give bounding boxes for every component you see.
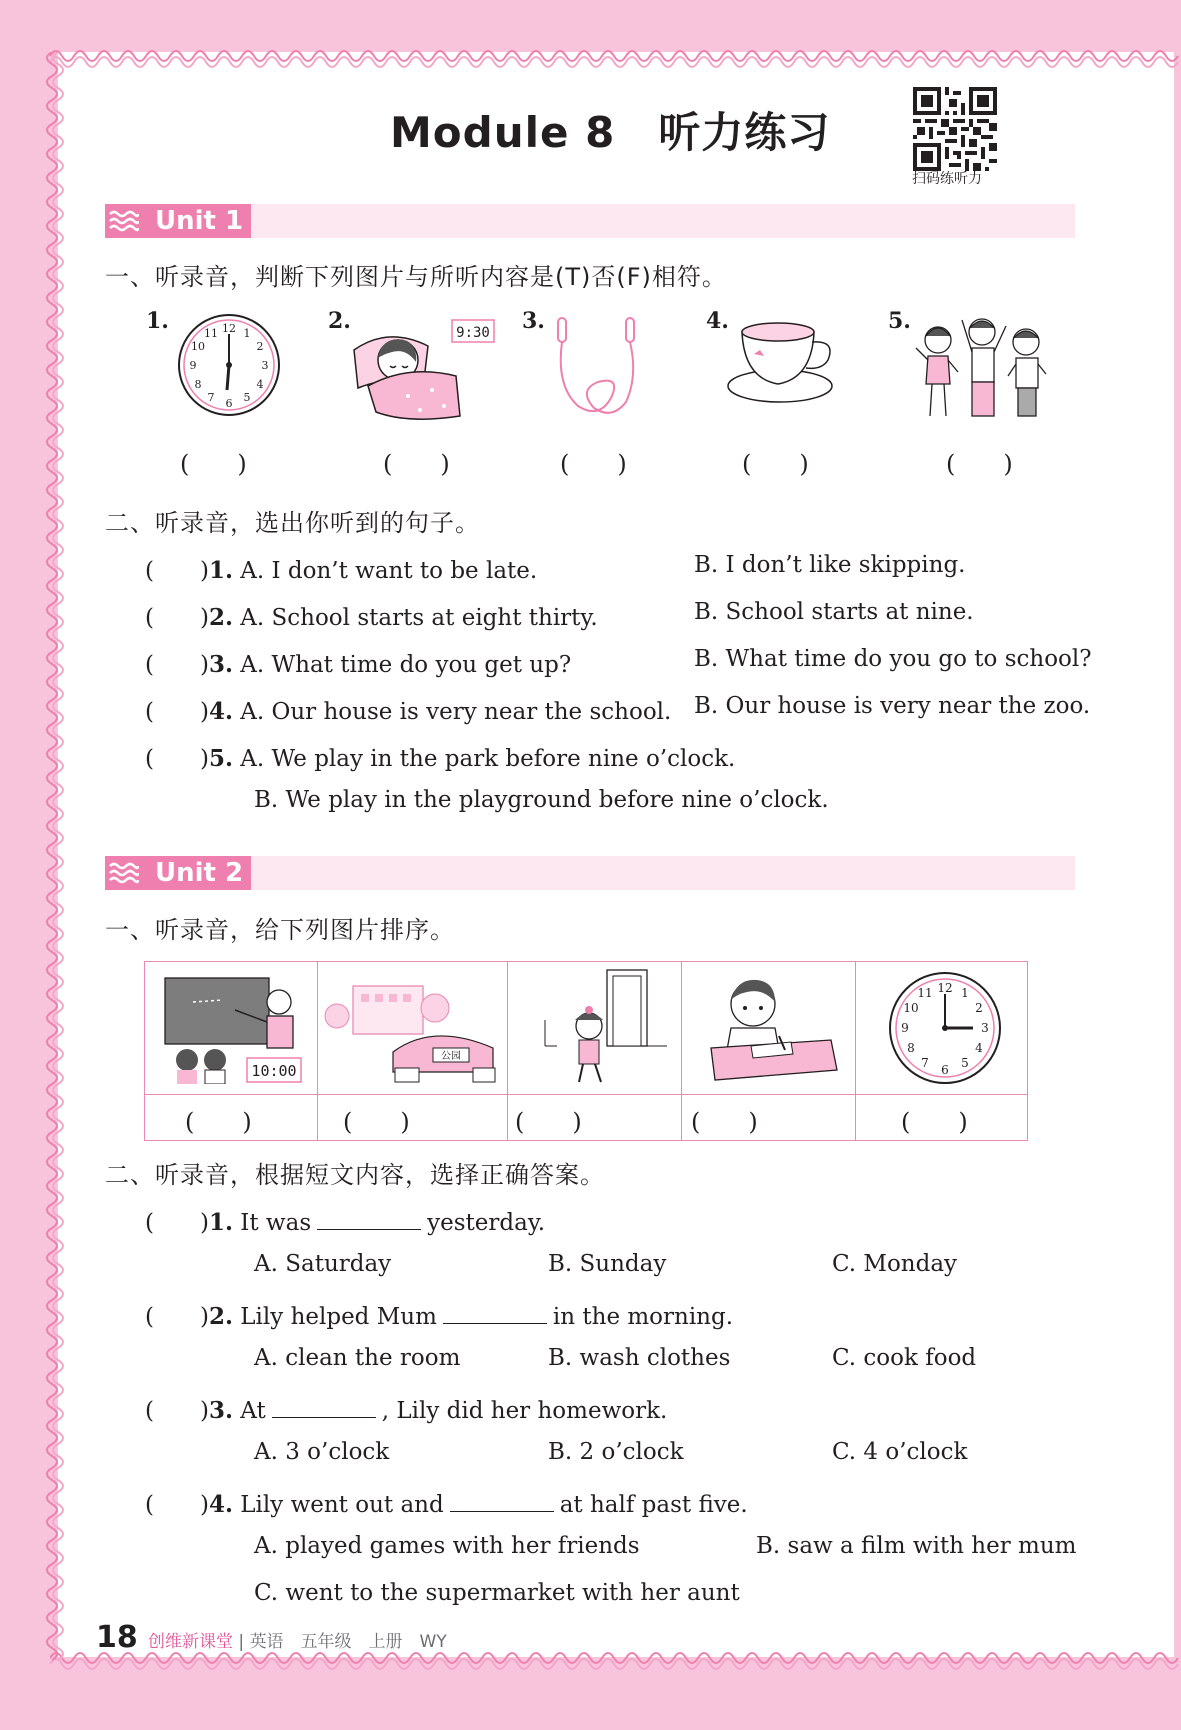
svg-text:10: 10 — [191, 340, 205, 353]
footer-info: 创维新课堂 | 英语 五年级 上册 WY — [148, 1632, 447, 1652]
stem-pre: Lily went out and — [240, 1492, 444, 1518]
stem-post: , Lily did her homework. — [381, 1398, 668, 1424]
qr-code-icon[interactable] — [913, 87, 997, 171]
svg-text:11: 11 — [917, 986, 933, 1000]
svg-text:1: 1 — [243, 327, 251, 340]
svg-text:10: 10 — [903, 1001, 919, 1015]
svg-text:3: 3 — [981, 1021, 989, 1035]
u2p2-item-1-opt-b: B. Sunday — [548, 1251, 667, 1277]
u1p2-item-4-b: B. Our house is very near the zoo. — [694, 693, 1091, 719]
u2p1-cell-3-paren[interactable]: ( ) — [515, 1108, 582, 1136]
option-a: A. School starts at eight thirty. — [240, 605, 598, 631]
u2p2-item-4-opt-b: B. saw a film with her mum — [756, 1533, 1077, 1559]
u1p2-item-3-b: B. What time do you go to school? — [694, 646, 1092, 672]
unit2-label: Unit 2 — [155, 858, 244, 888]
answer-blank[interactable] — [272, 1397, 376, 1418]
stem-post: at half past five. — [559, 1492, 748, 1518]
answer-paren[interactable]: ( ) — [145, 746, 209, 772]
svg-text:6: 6 — [225, 397, 233, 410]
children-exercising-icon — [910, 312, 1050, 424]
u1p1-item-5-num: 5. — [888, 308, 911, 334]
u1p2-item-1-b: B. I don’t like skipping. — [694, 552, 966, 578]
item-number: 1. — [208, 557, 233, 584]
svg-text:9: 9 — [901, 1021, 909, 1035]
svg-text:7: 7 — [921, 1056, 929, 1070]
svg-text:8: 8 — [907, 1041, 915, 1055]
unit1-part2-heading: 二、听录音，选出你听到的句子。 — [105, 509, 480, 537]
u1p1-item-2-num: 2. — [328, 308, 351, 334]
u1p1-item-5-paren[interactable]: ( ) — [946, 450, 1013, 478]
stem-pre: Lily helped Mum — [240, 1304, 437, 1330]
svg-text:4: 4 — [256, 378, 264, 391]
stem-post: yesterday. — [427, 1210, 546, 1236]
answer-paren[interactable]: ( ) — [145, 699, 209, 725]
svg-text:6: 6 — [941, 1063, 949, 1077]
girl-sleeping-icon — [348, 316, 496, 426]
svg-text:7: 7 — [207, 391, 215, 404]
park-sign-text: 公园 — [441, 1051, 461, 1062]
page-title: Module 8 听力练习 — [390, 108, 831, 157]
book-info: 英语 五年级 上册 WY — [249, 1632, 447, 1652]
svg-text:2: 2 — [975, 1001, 983, 1015]
answer-paren[interactable]: ( ) — [145, 558, 209, 584]
stem-post: in the morning. — [552, 1304, 734, 1330]
ordering-picture-grid — [144, 961, 1028, 1141]
svg-text:1: 1 — [961, 986, 969, 1000]
item-number: 2. — [208, 1303, 233, 1330]
wave-border-top — [50, 44, 1180, 68]
unit1-part1-heading: 一、听录音，判断下列图片与所听内容是(T)否(F)相符。 — [105, 263, 727, 291]
u1p2-item-5-b: B. We play in the playground before nine o’clock. — [254, 787, 829, 813]
u2p2-item-2-opt-c: C. cook food — [832, 1345, 977, 1371]
svg-text:5: 5 — [961, 1056, 969, 1070]
answer-paren[interactable]: ( ) — [145, 1492, 209, 1518]
u1p2-item-4 — [145, 693, 671, 726]
option-a: A. Our house is very near the school. — [240, 699, 672, 725]
u2p1-cell-5-paren[interactable]: ( ) — [901, 1108, 968, 1136]
u1p1-item-2-paren[interactable]: ( ) — [383, 450, 450, 478]
wave-border-bottom — [50, 1650, 1180, 1674]
svg-text:12: 12 — [222, 322, 236, 335]
unit2-header — [105, 856, 1075, 890]
park-scene-icon — [323, 972, 503, 1084]
answer-paren[interactable]: ( ) — [145, 1210, 209, 1236]
item-number: 4. — [208, 698, 233, 725]
item-number: 5. — [208, 745, 233, 772]
u2p2-item-3 — [145, 1392, 667, 1425]
wave-lines-icon — [109, 210, 139, 232]
u1p2-item-2 — [145, 599, 598, 632]
svg-text:12: 12 — [937, 981, 953, 995]
u2p1-cell-1-paren[interactable]: ( ) — [185, 1108, 252, 1136]
wave-border-left — [44, 52, 66, 1662]
teacup-icon — [724, 318, 842, 408]
u2p2-item-2 — [145, 1298, 733, 1331]
u2p2-item-4 — [145, 1486, 748, 1519]
u1p1-item-1-paren[interactable]: ( ) — [180, 450, 247, 478]
wave-lines-icon — [109, 862, 139, 884]
item-number: 1. — [208, 1209, 233, 1236]
answer-blank[interactable] — [443, 1303, 547, 1324]
u1p2-item-3 — [145, 646, 571, 679]
u1p1-item-4-num: 4. — [706, 308, 729, 334]
answer-paren[interactable]: ( ) — [145, 652, 209, 678]
unit2-tag — [105, 856, 251, 890]
u2p2-item-1 — [145, 1204, 545, 1237]
item-number: 3. — [208, 651, 233, 678]
option-a: A. I don’t want to be late. — [240, 558, 538, 584]
u2p2-item-3-opt-c: C. 4 o’clock — [832, 1439, 968, 1465]
u2p2-item-4-opt-c: C. went to the supermarket with her aunt — [254, 1580, 740, 1606]
unit2-part2-heading: 二、听录音，根据短文内容，选择正确答案。 — [105, 1161, 605, 1189]
svg-text:8: 8 — [194, 378, 202, 391]
stem-pre: It was — [240, 1210, 312, 1236]
u2p2-item-1-opt-c: C. Monday — [832, 1251, 958, 1277]
u1p1-item-3-num: 3. — [522, 308, 545, 334]
page-number: 18 — [96, 1620, 138, 1655]
answer-paren[interactable]: ( ) — [145, 1398, 209, 1424]
unit2-part1-heading: 一、听录音，给下列图片排序。 — [105, 916, 455, 944]
item-number: 3. — [208, 1397, 233, 1424]
answer-paren[interactable]: ( ) — [145, 1304, 209, 1330]
u1p1-item-4-paren[interactable]: ( ) — [742, 450, 809, 478]
svg-text:3: 3 — [261, 359, 269, 372]
item-number: 4. — [208, 1491, 233, 1518]
u2p2-item-1-opt-a: A. Saturday — [254, 1251, 392, 1277]
class-clock-time: 10:00 — [251, 1062, 297, 1080]
unit1-header — [105, 204, 1075, 238]
svg-text:5: 5 — [243, 391, 251, 404]
answer-blank[interactable] — [317, 1209, 421, 1230]
u2p1-cell-2-paren[interactable]: ( ) — [343, 1108, 410, 1136]
clock-nine-icon — [887, 970, 1003, 1086]
svg-text:11: 11 — [204, 327, 218, 340]
u2p1-cell-4-paren[interactable]: ( ) — [691, 1108, 758, 1136]
u1p2-item-2-b: B. School starts at nine. — [694, 599, 974, 625]
unit1-label: Unit 1 — [155, 206, 244, 236]
u2p2-item-4-opt-a: A. played games with her friends — [254, 1533, 640, 1559]
girl-at-door-icon — [517, 968, 677, 1088]
svg-text:4: 4 — [975, 1041, 983, 1055]
option-a: A. We play in the park before nine o’clock. — [240, 746, 736, 772]
qr-caption: 扫码练听力 — [912, 171, 982, 187]
u1p1-item-3-paren[interactable]: ( ) — [560, 450, 627, 478]
sleep-clock-time: 9:30 — [456, 325, 490, 341]
skipping-rope-icon — [548, 316, 644, 420]
clock-six-icon — [176, 312, 282, 418]
unit1-tag — [105, 204, 251, 238]
u1p1-item-1-num: 1. — [146, 308, 169, 334]
u2p2-item-3-opt-a: A. 3 o’clock — [254, 1439, 390, 1465]
u2p2-item-3-opt-b: B. 2 o’clock — [548, 1439, 684, 1465]
answer-paren[interactable]: ( ) — [145, 605, 209, 631]
u2p2-item-2-opt-a: A. clean the room — [254, 1345, 461, 1371]
classroom-teacher-icon — [163, 972, 303, 1084]
u1p2-item-5 — [145, 740, 735, 773]
u1p2-item-1 — [145, 552, 537, 585]
item-number: 2. — [208, 604, 233, 631]
stem-pre: At — [240, 1398, 266, 1424]
boy-writing-icon — [691, 970, 847, 1088]
brand-name: 创维新课堂 — [148, 1632, 233, 1652]
option-a: A. What time do you get up? — [240, 652, 572, 678]
u2p2-item-2-opt-b: B. wash clothes — [548, 1345, 731, 1371]
svg-text:9: 9 — [189, 359, 197, 372]
svg-text:2: 2 — [256, 340, 264, 353]
answer-blank[interactable] — [450, 1491, 554, 1512]
